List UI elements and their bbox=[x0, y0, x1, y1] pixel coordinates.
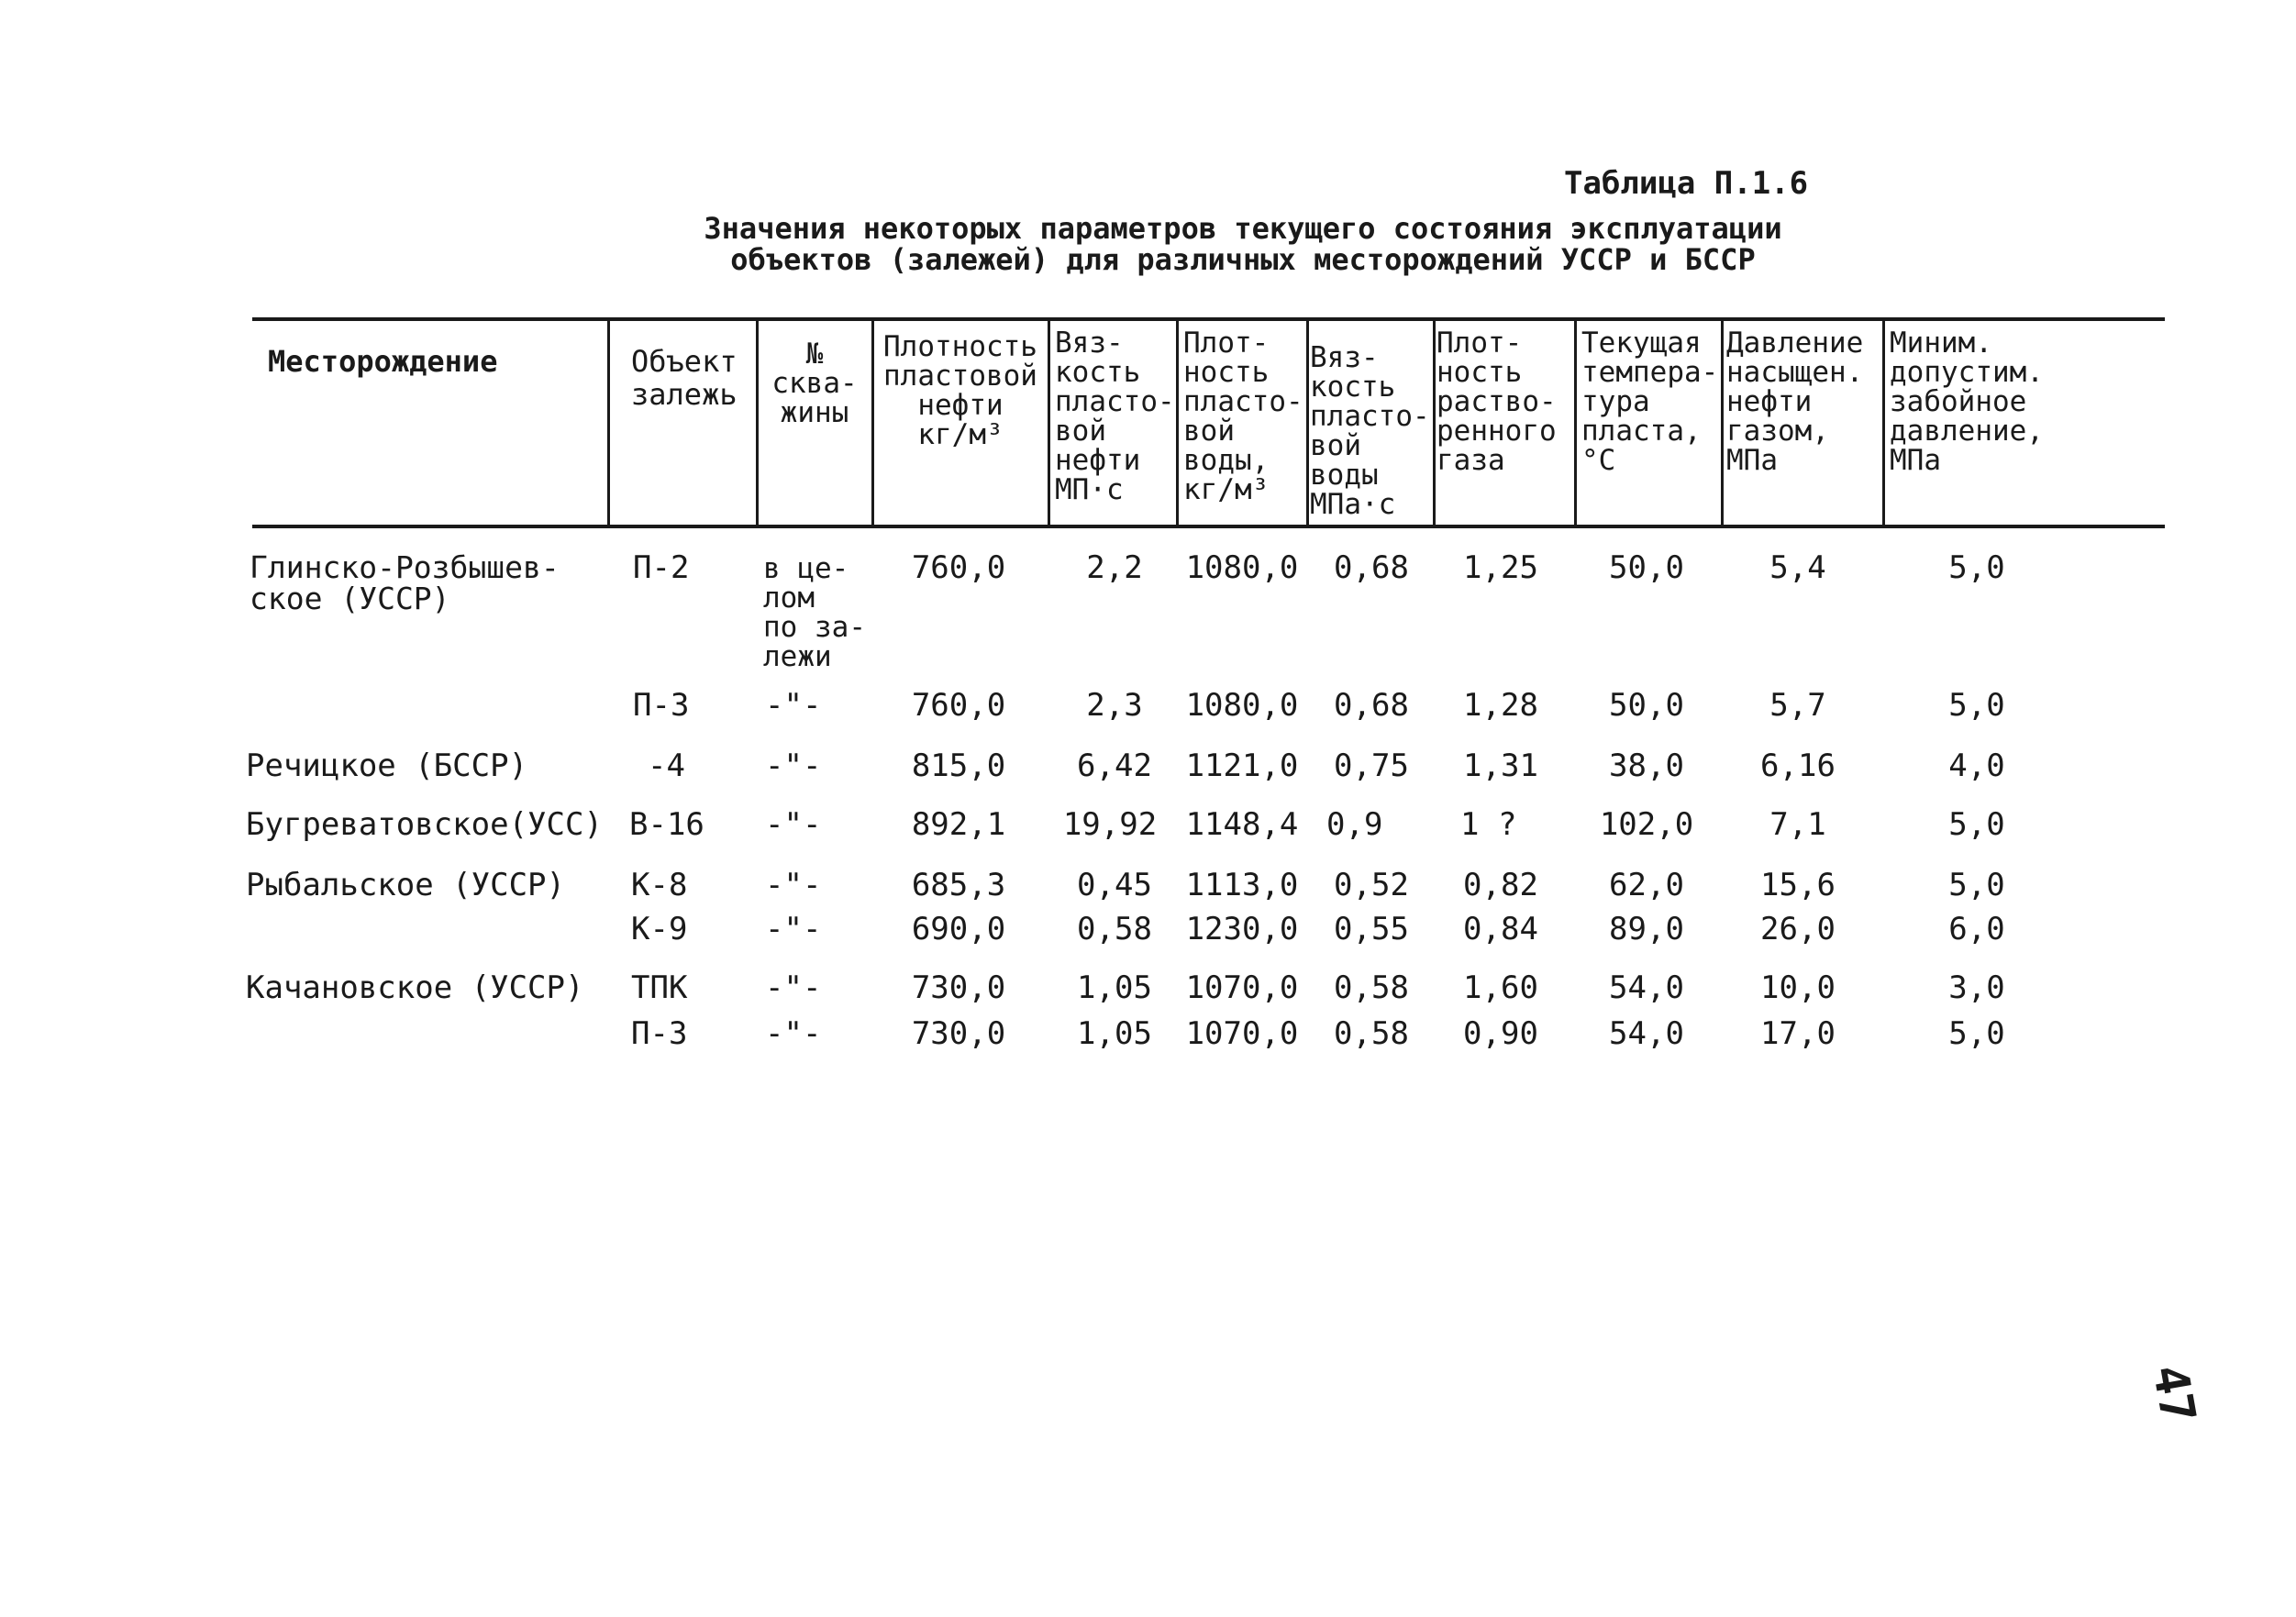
table-cell-oil-viscosity: 0,45 bbox=[1077, 867, 1152, 903]
table-cell-gas-density: 1,28 bbox=[1463, 687, 1538, 724]
table-cell-gas-density: 1 ? bbox=[1460, 806, 1517, 843]
column-divider bbox=[756, 319, 759, 526]
table-cell-water-density: 1121,0 bbox=[1185, 748, 1299, 784]
table-cell-oil-density: 730,0 bbox=[911, 1015, 1006, 1052]
table-cell-saturation-pressure: 7,1 bbox=[1769, 806, 1826, 843]
table-cell-deposit: Бугреватовское(УСС) bbox=[246, 806, 603, 843]
table-cell-oil-density: 730,0 bbox=[911, 969, 1006, 1006]
table-cell-object: ТПК bbox=[631, 969, 688, 1006]
header-reservoir-temperature: Текущая темпера- тура пласта, °С bbox=[1581, 327, 1719, 477]
column-divider bbox=[1306, 319, 1309, 526]
table-cell-saturation-pressure: 5,4 bbox=[1769, 549, 1826, 586]
column-divider bbox=[607, 319, 610, 526]
column-divider bbox=[1433, 319, 1436, 526]
table-cell-well: в це- лом по за- лежи bbox=[763, 552, 866, 673]
table-cell-object: П-2 bbox=[633, 549, 690, 586]
table-title-line-2: объектов (залежей) для различных месторождений УССР и БССР bbox=[730, 242, 1756, 277]
table-cell-min-pressure: 3,0 bbox=[1948, 969, 2005, 1006]
table-cell-temperature: 62,0 bbox=[1609, 867, 1684, 903]
table-cell-oil-viscosity: 1,05 bbox=[1077, 969, 1152, 1006]
table-cell-object: П-3 bbox=[631, 1015, 688, 1052]
header-bottom-rule bbox=[252, 525, 2165, 528]
table-cell-gas-density: 1,60 bbox=[1463, 969, 1538, 1006]
table-cell-oil-density: 685,3 bbox=[911, 867, 1006, 903]
table-cell-gas-density: 0,84 bbox=[1463, 911, 1538, 947]
table-cell-water-density: 1070,0 bbox=[1185, 969, 1299, 1006]
table-cell-oil-viscosity: 2,3 bbox=[1086, 687, 1143, 724]
table-cell-temperature: 50,0 bbox=[1609, 687, 1684, 724]
table-cell-temperature: 50,0 bbox=[1609, 549, 1684, 586]
table-cell-water-viscosity: 0,55 bbox=[1334, 911, 1409, 947]
table-cell-min-pressure: 5,0 bbox=[1948, 549, 2005, 586]
table-cell-min-pressure: 5,0 bbox=[1948, 867, 2005, 903]
table-cell-oil-density: 815,0 bbox=[911, 748, 1006, 784]
table-cell-oil-viscosity: 2,2 bbox=[1086, 549, 1143, 586]
table-title-line-1: Значения некоторых параметров текущего состояния эксплуатации bbox=[704, 211, 1782, 246]
table-cell-deposit: Рыбальское (УССР) bbox=[246, 867, 565, 903]
table-cell-object: -4 bbox=[648, 748, 685, 784]
header-deposit: Месторождение bbox=[268, 344, 498, 379]
column-divider bbox=[1721, 319, 1724, 526]
header-object: Объект залежь bbox=[631, 344, 738, 412]
table-cell-min-pressure: 5,0 bbox=[1948, 687, 2005, 724]
header-oil-viscosity: Вяз- кость пласто- вой нефти МП·с bbox=[1055, 327, 1175, 506]
column-divider bbox=[1882, 319, 1885, 526]
table-cell-temperature: 89,0 bbox=[1609, 911, 1684, 947]
header-oil-density: Плотность пластовой нефти кг/м³ bbox=[883, 330, 1037, 451]
table-cell-min-pressure: 5,0 bbox=[1948, 806, 2005, 843]
table-cell-gas-density: 0,90 bbox=[1463, 1015, 1538, 1052]
table-cell-temperature: 102,0 bbox=[1599, 806, 1694, 843]
table-cell-saturation-pressure: 15,6 bbox=[1760, 867, 1836, 903]
table-cell-deposit: Глинско-Розбышев- ское (УССР) bbox=[250, 549, 560, 616]
table-cell-oil-density: 892,1 bbox=[911, 806, 1006, 843]
table-cell-water-viscosity: 0,52 bbox=[1334, 867, 1409, 903]
header-well-number: № сква- жины bbox=[771, 338, 858, 429]
table-cell-oil-density: 760,0 bbox=[911, 687, 1006, 724]
table-top-rule bbox=[252, 317, 2165, 321]
table-cell-temperature: 54,0 bbox=[1609, 969, 1684, 1006]
table-cell-object: В-16 bbox=[629, 806, 704, 843]
table-cell-water-density: 1148,4 bbox=[1185, 806, 1299, 843]
table-cell-water-density: 1080,0 bbox=[1185, 687, 1299, 724]
table-cell-saturation-pressure: 17,0 bbox=[1760, 1015, 1836, 1052]
column-divider bbox=[1048, 319, 1050, 526]
table-cell-saturation-pressure: 26,0 bbox=[1760, 911, 1836, 947]
table-cell-water-viscosity: 0,68 bbox=[1334, 687, 1409, 724]
table-cell-saturation-pressure: 10,0 bbox=[1760, 969, 1836, 1006]
table-cell-saturation-pressure: 5,7 bbox=[1769, 687, 1826, 724]
header-water-density: Плот- ность пласто- вой воды, кг/м³ bbox=[1183, 327, 1303, 506]
table-cell-water-viscosity: 0,9 bbox=[1326, 806, 1383, 843]
page-number: 47 bbox=[2141, 1360, 2206, 1428]
table-cell-well: -"- bbox=[765, 867, 822, 903]
table-cell-water-density: 1230,0 bbox=[1185, 911, 1299, 947]
table-cell-oil-viscosity: 1,05 bbox=[1077, 1015, 1152, 1052]
table-title bbox=[679, 213, 1807, 275]
table-cell-oil-density: 690,0 bbox=[911, 911, 1006, 947]
table-cell-temperature: 38,0 bbox=[1609, 748, 1684, 784]
table-cell-object: К-8 bbox=[631, 867, 688, 903]
table-cell-gas-density: 1,25 bbox=[1463, 549, 1538, 586]
table-cell-oil-viscosity: 19,92 bbox=[1062, 806, 1158, 843]
header-saturation-pressure: Давление насыщен. нефти газом, МПа bbox=[1726, 327, 1864, 477]
table-cell-min-pressure: 5,0 bbox=[1948, 1015, 2005, 1052]
table-number-label: Таблица П.1.6 bbox=[1564, 165, 1809, 202]
table-cell-oil-viscosity: 0,58 bbox=[1077, 911, 1152, 947]
table-cell-water-density: 1113,0 bbox=[1185, 867, 1299, 903]
table-cell-saturation-pressure: 6,16 bbox=[1760, 748, 1836, 784]
table-cell-object: К-9 bbox=[631, 911, 688, 947]
table-cell-well: -"- bbox=[765, 687, 822, 724]
table-cell-water-viscosity: 0,58 bbox=[1334, 969, 1409, 1006]
table-cell-well: -"- bbox=[765, 1015, 822, 1052]
header-min-bottomhole-pressure: Миним. допустим. забойное давление, МПа bbox=[1890, 327, 2044, 477]
table-cell-well: -"- bbox=[765, 911, 822, 947]
table-cell-object: П-3 bbox=[633, 687, 690, 724]
table-cell-deposit: Речицкое (БССР) bbox=[246, 748, 528, 784]
table-cell-well: -"- bbox=[765, 969, 822, 1006]
table-cell-water-viscosity: 0,75 bbox=[1334, 748, 1409, 784]
table-cell-well: -"- bbox=[765, 748, 822, 784]
table-cell-oil-density: 760,0 bbox=[911, 549, 1006, 586]
column-divider bbox=[1176, 319, 1179, 526]
table-cell-gas-density: 1,31 bbox=[1463, 748, 1538, 784]
table-cell-gas-density: 0,82 bbox=[1463, 867, 1538, 903]
table-cell-well: -"- bbox=[765, 806, 822, 843]
table-cell-water-viscosity: 0,68 bbox=[1334, 549, 1409, 586]
header-water-viscosity: Вяз- кость пласто- вой воды МПа·с bbox=[1310, 341, 1430, 521]
table-cell-water-density: 1080,0 bbox=[1185, 549, 1299, 586]
column-divider bbox=[1574, 319, 1577, 526]
table-cell-water-density: 1070,0 bbox=[1185, 1015, 1299, 1052]
table-cell-oil-viscosity: 6,42 bbox=[1077, 748, 1152, 784]
table-cell-temperature: 54,0 bbox=[1609, 1015, 1684, 1052]
table-cell-min-pressure: 6,0 bbox=[1948, 911, 2005, 947]
table-cell-water-viscosity: 0,58 bbox=[1334, 1015, 1409, 1052]
header-gas-density: Плот- ность раство- ренного газа bbox=[1436, 327, 1557, 477]
table-cell-min-pressure: 4,0 bbox=[1948, 748, 2005, 784]
table-cell-deposit: Качановское (УССР) bbox=[246, 969, 584, 1006]
